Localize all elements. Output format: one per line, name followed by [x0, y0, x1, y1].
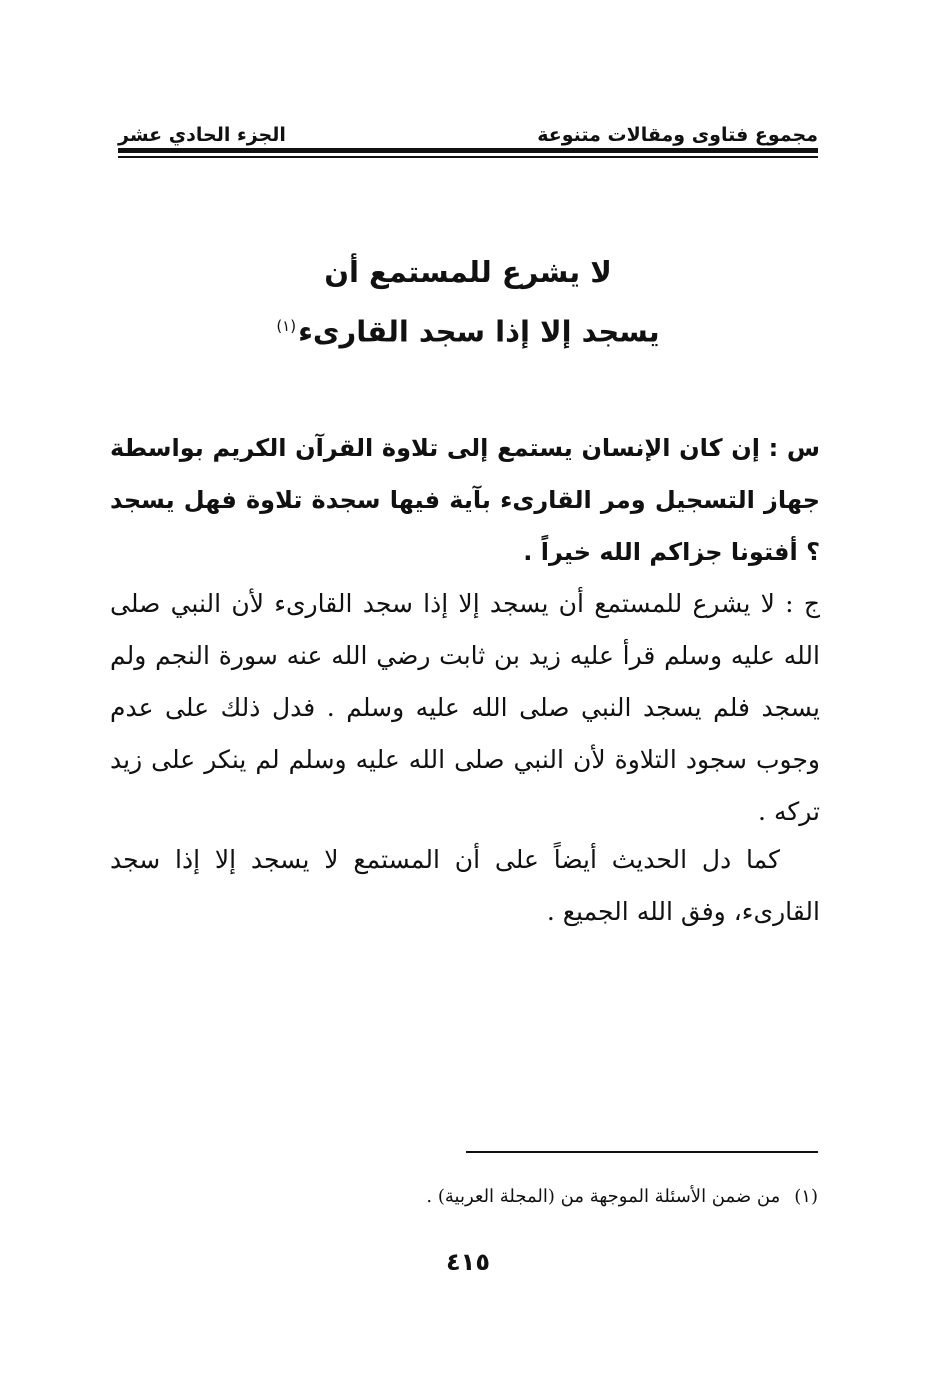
header-rule [118, 148, 818, 160]
footnote-separator [466, 1151, 818, 1153]
header-rule-thick [118, 148, 818, 153]
volume-label: الجزء الحادي عشر [118, 124, 286, 146]
page-number: ٤١٥ [446, 1248, 490, 1276]
question-paragraph: س : إن كان الإنسان يستمع إلى تلاوة القرآن الكريم بواسطة جهاز التسجيل ومر القارىء بآية فيها سجدة تلاوة فهل يسجد ؟ أفتونا جزاكم الله خيراً . [110, 434, 820, 566]
fatwa-title [118, 245, 818, 359]
header-rule-thin [118, 156, 818, 158]
footnote [118, 1186, 818, 1207]
closing-paragraph: كما دل الحديث أيضاً على أن المستمع لا يسجد إلا إذا سجد القارىء، وفق الله الجميع . [110, 845, 820, 926]
title-line-1: لا يشرع للمستمع أن [324, 255, 612, 289]
footnote-text: من ضمن الأسئلة الموجهة من (المجلة العربية) . [426, 1186, 781, 1207]
title-line-2 [118, 299, 818, 359]
footnote-marker: (١) [794, 1186, 818, 1207]
title-line-2-text: يسجد إلا إذا سجد القارىء [298, 314, 660, 349]
title-footnote-ref: (١) [276, 317, 297, 335]
answer-paragraph: ج : لا يشرع للمستمع أن يسجد إلا إذا سجد القارىء لأن النبي صلى الله عليه وسلم قرأ عليه زيد بن ثابت رضي الله عنه سورة النجم ولم يسجد فلم يسجد النبي صلى الله عليه وسلم . فدل ذلك على عدم وجوب سجود التلاوة لأن النبي صلى الله عليه وسلم لم ينكر على زيد تركه . [110, 589, 820, 826]
book-title: مجموع فتاوى ومقالات متنوعة [537, 124, 818, 146]
running-header [118, 110, 818, 146]
